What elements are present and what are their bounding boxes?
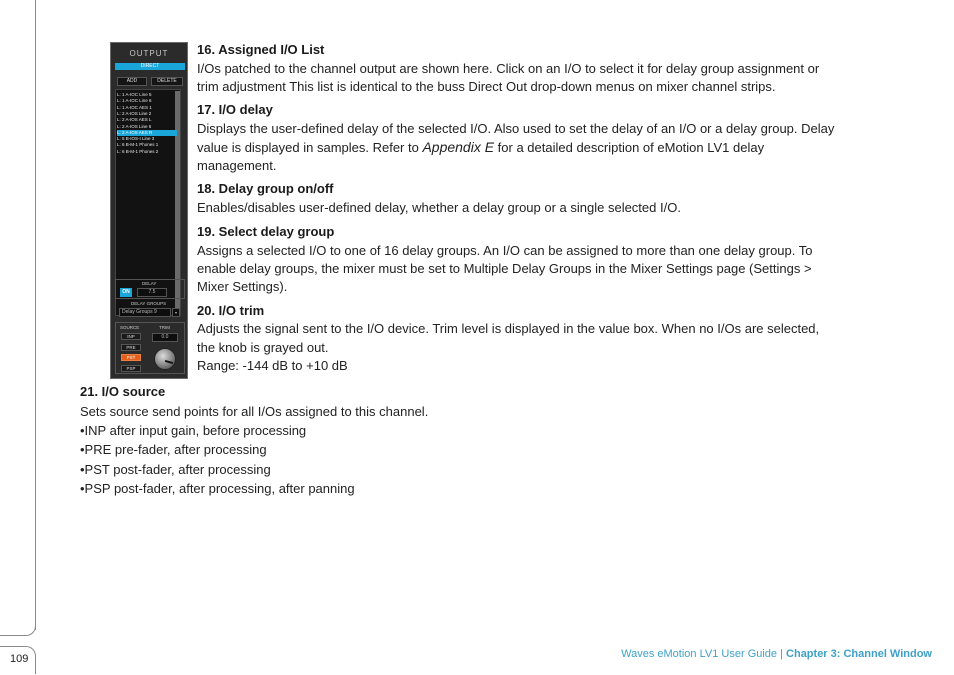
s19-line-2: enable delay groups, the mixer must be set to Multiple Delay Groups in the Mixer Settings page (Settings > bbox=[197, 261, 812, 276]
add-button[interactable]: ADD bbox=[117, 77, 147, 86]
direct-button[interactable]: DIRECT bbox=[115, 63, 185, 70]
s20-line-3: Range: -144 dB to +10 dB bbox=[197, 358, 348, 373]
io-list-item[interactable]: L: 5 B-IOS-I Line 3 bbox=[117, 136, 155, 142]
s21-line-3: •PRE pre-fader, after processing bbox=[80, 442, 267, 457]
io-list-item[interactable]: L: 1 A-IOC AES 1 bbox=[117, 104, 152, 110]
page-number: 109 bbox=[10, 653, 29, 665]
source-button-psp[interactable]: PSP bbox=[121, 365, 141, 372]
s16-line-1: I/Os patched to the channel output are shown here. Click on an I/O to select it for delay group assignment or bbox=[197, 61, 820, 76]
delete-button[interactable]: DELETE bbox=[151, 77, 183, 86]
s21-line-2: •INP after input gain, before processing bbox=[80, 423, 307, 438]
delay-on-button[interactable]: ON bbox=[120, 288, 132, 297]
s17-line-2-pre: value is displayed in samples. Refer to bbox=[197, 140, 423, 155]
s17-line-1: Displays the user-defined delay of the selected I/O. Also used to set the delay of an I/O or a delay group. Delay bbox=[197, 121, 835, 136]
delay-group-select[interactable]: Delay Groups 9 bbox=[119, 308, 171, 317]
io-list-item[interactable]: L: 1 A-IOC Line 6 bbox=[117, 98, 152, 104]
io-list-item[interactable]: L: 6 B-M-1 Phones 1 bbox=[117, 142, 159, 148]
footer-guide-title: Waves eMotion LV1 User Guide bbox=[621, 648, 778, 660]
heading-select-delay-group: 19. Select delay group bbox=[197, 224, 335, 239]
delay-value-box[interactable]: 7.5 bbox=[137, 288, 167, 297]
panel-title: OUTPUT bbox=[129, 49, 169, 58]
s19-line-3: Mixer Settings). bbox=[197, 279, 288, 294]
delay-groups-label: DELAY GROUPS bbox=[131, 301, 167, 306]
trim-label: TRIM bbox=[159, 325, 170, 330]
io-list-item[interactable]: L: 2 A-IOS AES L bbox=[117, 117, 152, 123]
s20-line-1: Adjusts the signal sent to the I/O device. Trim level is displayed in the value box. When no I/Os are selected, bbox=[197, 321, 820, 336]
s17-line-3: management. bbox=[197, 158, 277, 173]
io-list-item[interactable]: L: 2 A-IOS Line 2 bbox=[117, 110, 152, 116]
heading-io-source: 21. I/O source bbox=[80, 384, 166, 399]
s18-line-1: Enables/disables user-defined delay, whether a delay group or a single selected I/O. bbox=[197, 200, 681, 215]
source-button-pre[interactable]: PRE bbox=[121, 344, 141, 351]
source-button-inp[interactable]: INP bbox=[121, 333, 141, 340]
delay-label: DELAY bbox=[142, 281, 157, 286]
source-button-pst[interactable]: PST bbox=[121, 354, 141, 361]
heading-assigned-io-list: 16. Assigned I/O List bbox=[197, 42, 325, 57]
io-list-item[interactable]: L: 1 A-IOC Line 5 bbox=[117, 92, 152, 97]
s21-line-1: Sets source send points for all I/Os assigned to this channel. bbox=[80, 404, 429, 419]
page-margin-line bbox=[35, 0, 36, 630]
s20-line-2: the knob is grayed out. bbox=[197, 340, 329, 355]
heading-io-delay: 17. I/O delay bbox=[197, 102, 273, 117]
trim-knob[interactable] bbox=[154, 348, 176, 370]
appendix-e-reference: Appendix E bbox=[422, 139, 495, 155]
source-label: SOURCE bbox=[120, 325, 140, 330]
io-list-item[interactable]: L: 2 A-IOS AES R bbox=[117, 130, 177, 136]
io-list-item[interactable]: L: 2 A-IOS Line 6 bbox=[117, 123, 152, 129]
s21-line-4: •PST post-fader, after processing bbox=[80, 462, 271, 477]
page-margin-curve bbox=[0, 616, 36, 636]
s16-line-2: trim adjustment This list is identical to the buss Direct Out drop-down menus on mixer channel strips. bbox=[197, 79, 776, 94]
s17-line-2 bbox=[197, 139, 764, 155]
io-list-item[interactable]: L: 6 B-M-1 Phones 2 bbox=[117, 148, 159, 154]
s17-line-2-post: for a detailed description of eMotion LV1 delay bbox=[494, 140, 765, 155]
s19-line-1: Assigns a selected I/O to one of 16 delay groups. An I/O can be assigned to more than one delay group. To bbox=[197, 243, 813, 258]
footer-separator: | bbox=[777, 648, 787, 660]
heading-io-trim: 20. I/O trim bbox=[197, 303, 265, 318]
heading-delay-group-on-off: 18. Delay group on/off bbox=[197, 181, 334, 196]
s21-line-5: •PSP post-fader, after processing, after panning bbox=[80, 481, 355, 496]
page-footer bbox=[621, 648, 932, 660]
chevron-down-icon[interactable]: ▾ bbox=[172, 308, 180, 317]
trim-value-box[interactable]: 0.0 bbox=[152, 333, 178, 342]
output-panel bbox=[110, 42, 188, 379]
footer-chapter: Chapter 3: Channel Window bbox=[786, 648, 932, 660]
